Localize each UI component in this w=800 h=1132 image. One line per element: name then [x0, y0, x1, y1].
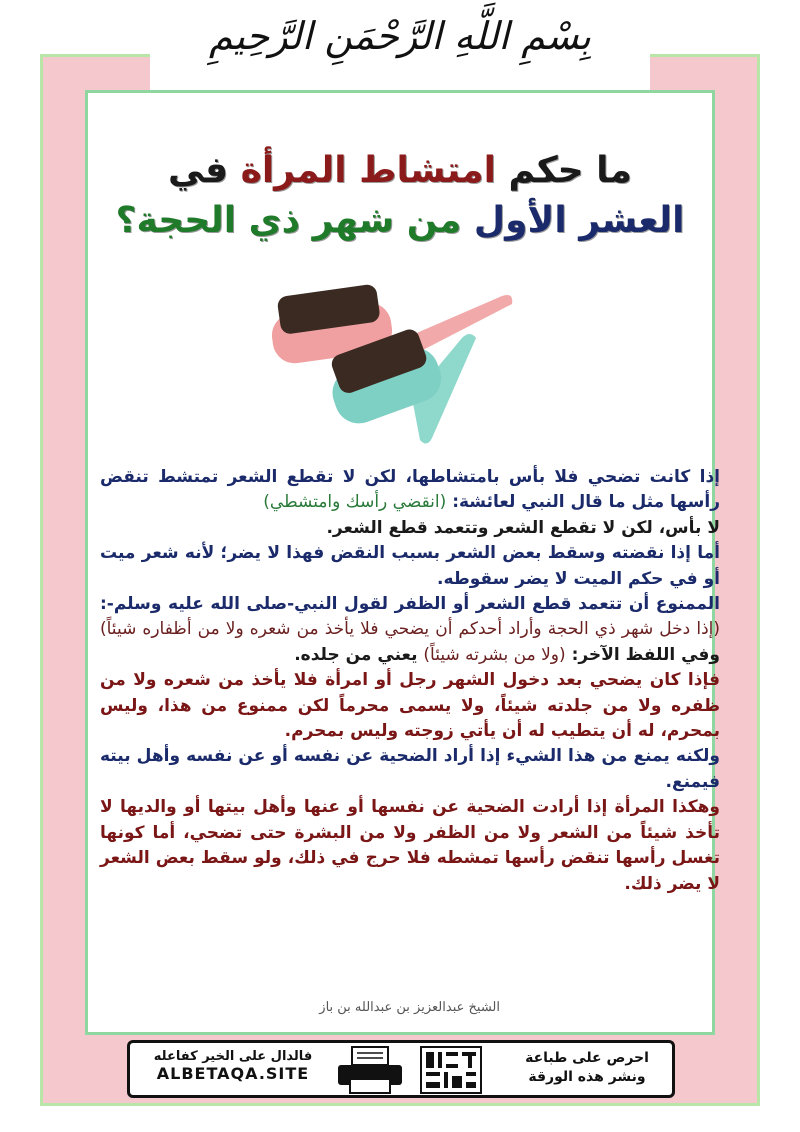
footer-print-note: [512, 1049, 662, 1087]
basmala-calligraphy: بِسْمِ اللَّهِ الرَّحْمَنِ الرَّحِيمِ: [209, 14, 591, 58]
title-segment: في: [168, 150, 229, 191]
footer-print-line-2: ونشر هذه الورقة: [528, 1069, 646, 1085]
paragraph-7: وهكذا المرأة إذا أرادت الضحية عن نفسها أو عنها وأهل بيتها أو والديها لا تأخذ شيئاً من الشعر ولا من الظفر ولا من البشرة حتى تضحي، أما كونها تغسل رأسها تنقض رأسها تمشطه فلا حرج في ذلك، ولو سقط بعض الشعر لا يضر ذلك.: [100, 797, 720, 894]
footer-print-line-1: احرص على طباعة: [525, 1050, 649, 1066]
quote-segment: (انقضي رأسك وامتشطي): [263, 492, 447, 513]
title-line-2: [100, 200, 700, 241]
quote-segment: (إذا دخل شهر ذي الحجة وأراد أحدكم أن يضحي فلا يأخذ من شعره ولا من أظفاره شيئاً): [100, 619, 720, 640]
paragraph-6: ولكنه يمنع من هذا الشيء إذا أراد الضحية عن نفسه أو عن نفسه وأهل بيته فيمنع.: [100, 746, 720, 792]
title-segment: امتشاط: [359, 150, 496, 191]
footer-site-block: [138, 1049, 328, 1083]
text-segment: يعني من جلده.: [294, 644, 424, 665]
paragraph-1: [100, 465, 720, 516]
text-segment: وفي اللفظ الآخر:: [571, 644, 720, 665]
paragraph-5: فإذا كان يضحي بعد دخول الشهر رجل أو امرأة فلا يأخذ من شعره ولا من ظفره ولا من جلدته شيئاً، ولا يسمى محرماً لكن ممنوع من هذا، وليس بمحرم، له أن يتطيب له أن يأتي زوجته وليس بمحرم.: [100, 670, 720, 742]
paragraph-3: أما إذا نقضته وسقط بعض الشعر بسبب النقض فهذا لا يضر؛ لأنه شعر ميت أو في حكم الميت لا يضر سقوطه.: [100, 543, 720, 589]
text-segment: الممنوع أن تتعمد قطع الشعر أو الظفر لقول النبي-صلى الله عليه وسلم-:: [100, 594, 720, 615]
paragraph-2: لا بأس، لكن لا تقطع الشعر وتتعمد قطع الشعر.: [326, 517, 720, 538]
hairbrushes-image: [262, 278, 522, 458]
title-segment: ما حكم: [495, 150, 632, 191]
printer-icon: [330, 1045, 410, 1095]
footer-bar: [127, 1040, 675, 1098]
title-segment: المرأة: [228, 150, 360, 191]
albetaqa-logo-icon: [420, 1046, 482, 1094]
title-line-1: [100, 150, 700, 191]
article-body: [100, 465, 720, 897]
paragraph-4: [100, 592, 720, 668]
text-segment: إذا كانت تضحي فلا بأس بامتشاطها، لكن لا تقطع الشعر تمتشط تنقض رأسها مثل ما قال النبي لعائشة:: [100, 467, 720, 513]
footer-site-link[interactable]: ALBETAQA.SITE: [156, 1064, 310, 1083]
author-signature: الشيخ عبدالعزيز بن عبدالله بن باز: [319, 1000, 500, 1015]
quote-segment: (ولا من بشرته شيئاً): [423, 644, 566, 665]
title-segment: من شهر ذي الحجة؟: [115, 200, 474, 241]
title-segment: العشر الأول: [473, 200, 685, 241]
footer-slogan: فالدال على الخير كفاعله: [153, 1049, 313, 1064]
